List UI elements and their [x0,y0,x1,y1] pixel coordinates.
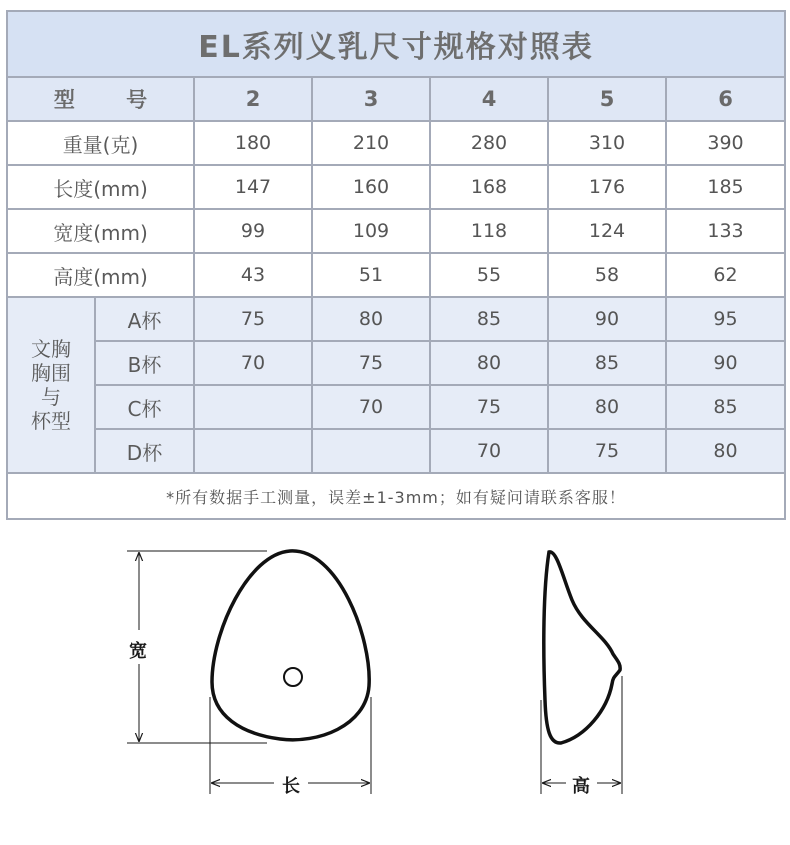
width-label: 宽 [129,637,147,663]
table-cell: 80 [666,429,785,473]
cup-group-label [7,297,95,473]
table-cell: 133 [666,209,785,253]
height-row [7,253,785,297]
table-cell: 43 [194,253,312,297]
group-label-line: 胸围 [31,361,71,385]
table-cell: 80 [430,341,548,385]
table-cell: 58 [548,253,666,297]
table-cell: 85 [666,385,785,429]
front-view-outline [212,551,369,740]
table-cell: 51 [312,253,430,297]
table-cell: 118 [430,209,548,253]
row-label: 长度(mm) [7,165,194,209]
table-cell: 85 [430,297,548,341]
table-cell: 310 [548,121,666,165]
table-cell: 185 [666,165,785,209]
table-cell: 75 [194,297,312,341]
table-cell: 70 [194,341,312,385]
measurement-note: *所有数据手工测量，误差±1-3mm；如有疑问请联系客服！ [7,473,785,519]
side-view-outline [544,552,620,743]
table-cell [194,429,312,473]
size-header: 5 [548,77,666,121]
cup-row-d [7,429,785,473]
table-cell: 176 [548,165,666,209]
row-label: 宽度(mm) [7,209,194,253]
table-cell: 75 [312,341,430,385]
header-row [7,77,785,121]
cup-label: D杯 [95,429,194,473]
length-row [7,165,785,209]
table-cell: 109 [312,209,430,253]
table-cell: 85 [548,341,666,385]
table-cell: 95 [666,297,785,341]
table-cell: 168 [430,165,548,209]
nipple-mark [284,668,302,686]
cup-row-c [7,385,785,429]
model-header: 型 号 [7,77,194,121]
cup-row-a [7,297,785,341]
table-cell: 147 [194,165,312,209]
chart-title: EL系列义乳尺寸规格对照表 [7,11,785,77]
table-cell [194,385,312,429]
table-cell: 124 [548,209,666,253]
table-cell: 80 [548,385,666,429]
table-cell: 75 [430,385,548,429]
cup-label: C杯 [95,385,194,429]
table-cell: 280 [430,121,548,165]
table-cell: 180 [194,121,312,165]
diagram-drawing [0,530,790,830]
size-header: 2 [194,77,312,121]
size-header: 4 [430,77,548,121]
length-label: 长 [282,772,300,798]
table-cell: 70 [312,385,430,429]
weight-row [7,121,785,165]
dimension-diagram [0,530,790,830]
group-label-line: 文胸 [31,337,71,361]
table-cell: 210 [312,121,430,165]
table-cell: 90 [666,341,785,385]
table-cell: 62 [666,253,785,297]
group-label-line: 与 [41,385,61,409]
height-label: 高 [572,772,590,798]
cup-row-b [7,341,785,385]
size-chart-table [6,10,786,520]
table-cell [312,429,430,473]
table-cell: 160 [312,165,430,209]
group-label-line: 杯型 [31,409,71,433]
table-cell: 90 [548,297,666,341]
cup-label: B杯 [95,341,194,385]
table-cell: 75 [548,429,666,473]
row-label: 高度(mm) [7,253,194,297]
table-cell: 390 [666,121,785,165]
size-header: 6 [666,77,785,121]
table-cell: 70 [430,429,548,473]
size-header: 3 [312,77,430,121]
cup-label: A杯 [95,297,194,341]
row-label: 重量(克) [7,121,194,165]
table-cell: 55 [430,253,548,297]
table-cell: 80 [312,297,430,341]
width-row [7,209,785,253]
table-cell: 99 [194,209,312,253]
